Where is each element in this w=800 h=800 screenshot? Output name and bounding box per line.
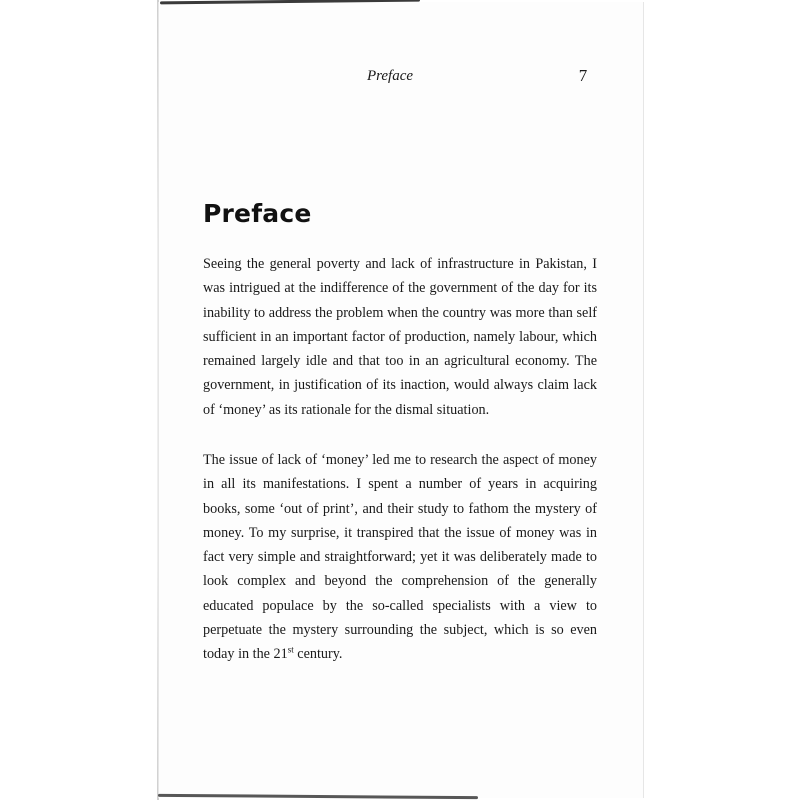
running-header-title: Preface	[366, 68, 414, 84]
paragraph-1: Seeing the general poverty and lack of infrastructure in Pakistan, I was intrigued at the indifference of the government of the day for its inability to address the problem when the country was more than self sufficient in an important factor of production, namely labour, which remained largely idle and that too in an agricultural economy. The government, in justification of its inaction, would always claim lack of ‘money’ as its rationale for the dismal situation.	[203, 256, 597, 418]
paragraph-2	[203, 448, 597, 667]
page-number: 7	[578, 66, 588, 85]
chapter-title: Preface	[203, 199, 312, 228]
paragraph-2-text: The issue of lack of ‘money’ led me to research the aspect of money in all its manifestations. I spent a number of years in acquiring books, some ‘out of print’, and their study to fathom the mystery of money. To my surprise, it transpired that the issue of money was in fact very simple and straightforward; yet it was deliberately made to look complex and beyond the comprehension of the generally educated populace by the so-called specialists with a view to perpetuate the mystery surrounding the subject, which is so even today in the 21	[203, 452, 597, 663]
ordinal-superscript: st	[287, 644, 294, 655]
paragraph-2-tail: century.	[293, 646, 343, 663]
